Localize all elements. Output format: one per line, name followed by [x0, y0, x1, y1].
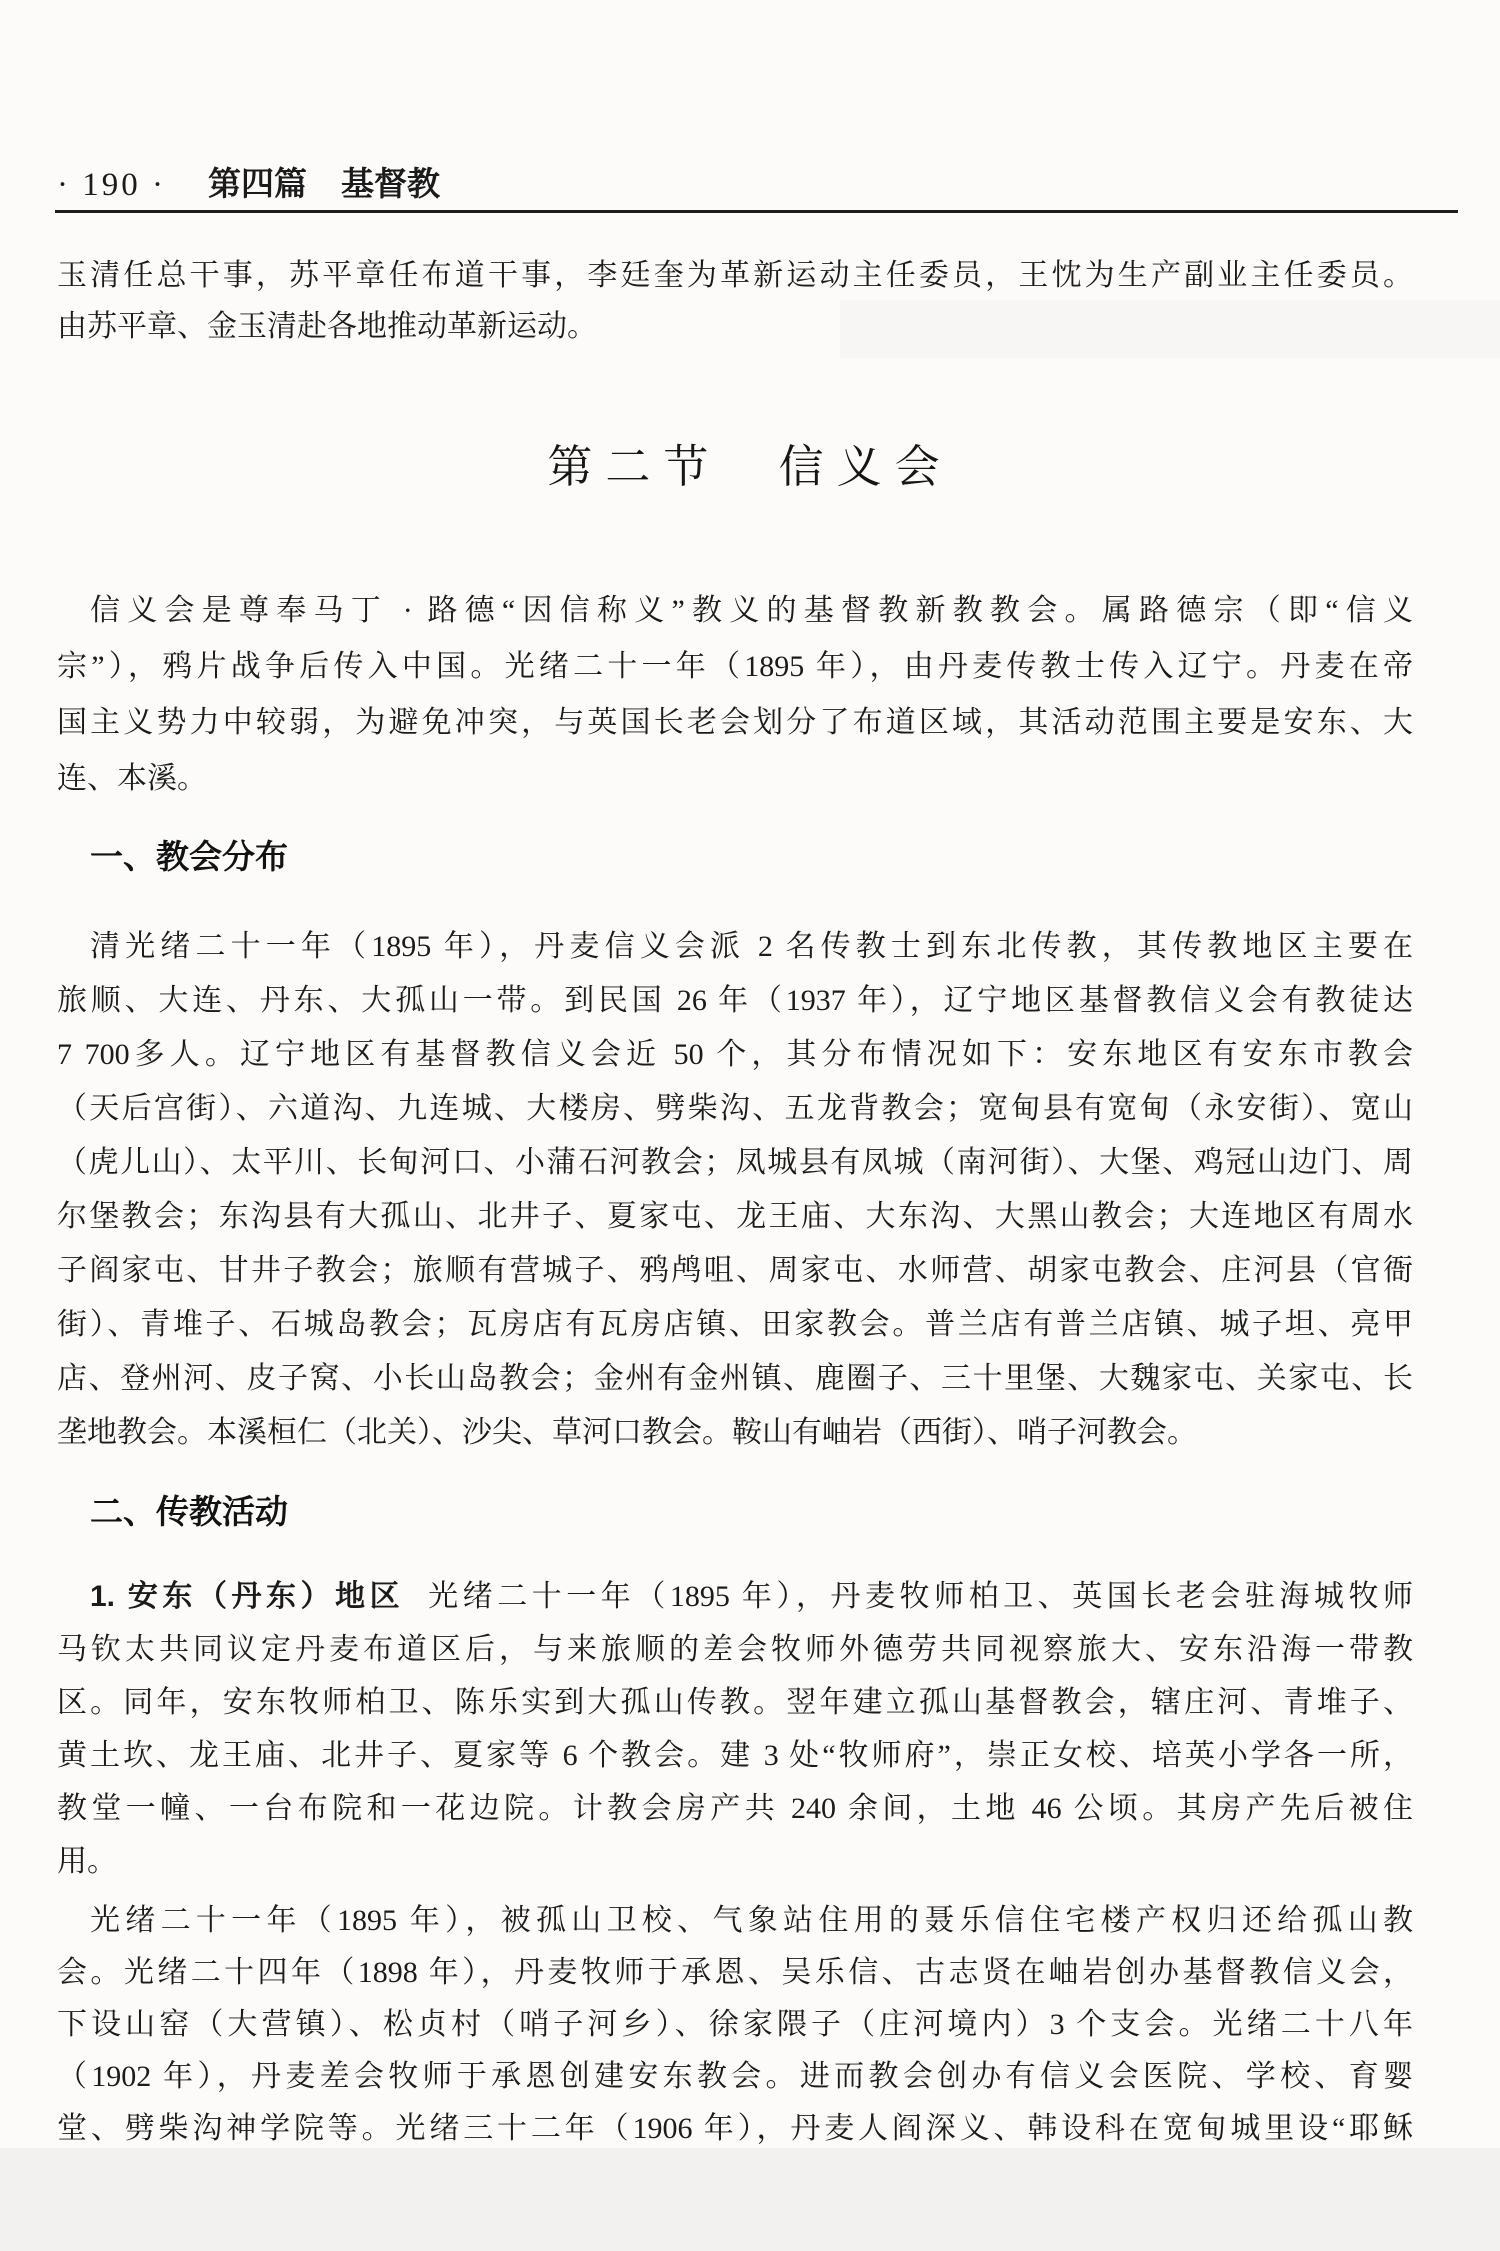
text-line: （虎儿山）、太平川、长甸河口、小蒲石河教会；凤城县有凤城（南河街）、大堡、鸡冠山边门、周	[57, 1146, 1413, 1179]
activity-paragraph-history	[57, 1895, 1413, 2155]
text-line: 尔堡教会；东沟县有大孤山、北井子、夏家屯、龙王庙、大东沟、大黑山教会；大连地区有周水	[57, 1200, 1413, 1233]
text-line: （天后宫街）、六道沟、九连城、大楼房、劈柴沟、五龙背教会；宽甸县有宽甸（永安街）、宽山	[57, 1092, 1413, 1125]
text-line: 街）、青堆子、石城岛教会；瓦房店有瓦房店镇、田家教会。普兰店有普兰店镇、城子坦、亮甲	[57, 1308, 1413, 1341]
text-line: 宗”），鸦片战争后传入中国。光绪二十一年（1895 年），由丹麦传教士传入辽宁。丹麦在帝	[57, 650, 1413, 683]
text-line: 黄土坎、龙王庙、北井子、夏家等 6 个教会。建 3 处“牧师府”，崇正女校、培英小学各一所，	[57, 1739, 1413, 1772]
text-line: 教堂一幢、一台布院和一花边院。计教会房产共 240 余间，土地 46 公顷。其房产先后被住	[57, 1792, 1413, 1825]
intro-paragraph	[57, 583, 1413, 807]
running-header	[57, 158, 1413, 205]
subheading-church-distribution: 一、教会分布	[90, 838, 288, 875]
text-line: 国主义势力中较弱，为避免冲突，与英国长老会划分了布道区域，其活动范围主要是安东、大	[57, 706, 1413, 739]
text-line: 旅顺、大连、丹东、大孤山一带。到民国 26 年（1937 年），辽宁地区基督教信义会有教徒达	[57, 984, 1413, 1017]
text-line: 由苏平章、金玉清赴各地推动革新运动。	[57, 310, 597, 343]
distribution-paragraph	[57, 920, 1413, 1460]
text-line: （1902 年），丹麦差会牧师于承恩创建安东教会。进而教会创办有信义会医院、学校、育婴	[57, 2060, 1413, 2093]
text-line: 玉清任总干事，苏平章任布道干事，李廷奎为革新运动主任委员，王忱为生产副业主任委员。	[57, 259, 1413, 292]
subheading-missionary-activities: 二、传教活动	[90, 1493, 288, 1530]
text-line: 马钦太共同议定丹麦布道区后，与来旅顺的差会牧师外德劳共同视察旅大、安东沿海一带教	[57, 1633, 1413, 1666]
continued-paragraph	[57, 250, 1413, 352]
text-line: 区。同年，安东牧师柏卫、陈乐实到大孤山传教。翌年建立孤山基督教会，辖庄河、青堆子、	[57, 1686, 1413, 1719]
text-line: 信义会是尊奉马丁 · 路德“因信称义”教义的基督教新教教会。属路德宗（即“信义	[90, 594, 1413, 627]
text-line: 堂、劈柴沟神学院等。光绪三十二年（1906 年），丹麦人阎深义、韩设科在宽甸城里设“耶稣	[57, 2112, 1413, 2145]
page-number: · 190 ·	[57, 167, 166, 203]
item-lead-andong-region: 1. 安东（丹东）地区	[90, 1580, 405, 1613]
part-title: 基督教	[340, 165, 440, 202]
text-line: 7 700多人。辽宁地区有基督教信义会近 50 个，其分布情况如下：安东地区有安东市教会	[57, 1038, 1413, 1071]
section-name: 信义会	[778, 442, 953, 492]
text-line: 清光绪二十一年（1895 年），丹麦信义会派 2 名传教士到东北传教，其传教地区主要在	[90, 930, 1413, 963]
section-number: 第二节	[547, 442, 722, 492]
text-line	[57, 1570, 1413, 1623]
text-line: 店、登州河、皮子窝、小长山岛教会；金州有金州镇、鹿圈子、三十里堡、大魏家屯、关家屯、长	[57, 1362, 1413, 1395]
part-label: 第四篇	[207, 165, 307, 202]
text-line: 会。光绪二十四年（1898 年），丹麦牧师于承恩、吴乐信、古志贤在岫岩创办基督教信义会，	[57, 1956, 1413, 1989]
text-line: 光绪二十一年（1895 年），被孤山卫校、气象站住用的聂乐信住宅楼产权归还给孤山教	[90, 1904, 1413, 1937]
text-line: 垄地教会。本溪桓仁（北关）、沙尖、草河口教会。鞍山有岫岩（西街）、哨子河教会。	[57, 1416, 1197, 1449]
activity-paragraph-andong	[57, 1570, 1413, 1888]
text-run: 光绪二十一年（1895 年），丹麦牧师柏卫、英国长老会驻海城牧师	[428, 1580, 1413, 1613]
text-line: 下设山窑（大营镇）、松贞村（哨子河乡）、徐家隈子（庄河境内）3 个支会。光绪二十八年	[57, 2008, 1413, 2041]
text-line: 用。	[57, 1845, 117, 1878]
scan-shade-bottom	[0, 2148, 1500, 2251]
section-title	[0, 430, 1500, 495]
text-line: 子阎家屯、甘井子教会；旅顺有营城子、鸦鸬咀、周家屯、水师营、胡家屯教会、庄河县（官衙	[57, 1254, 1413, 1287]
text-line: 连、本溪。	[57, 762, 207, 795]
header-rule	[55, 210, 1458, 213]
